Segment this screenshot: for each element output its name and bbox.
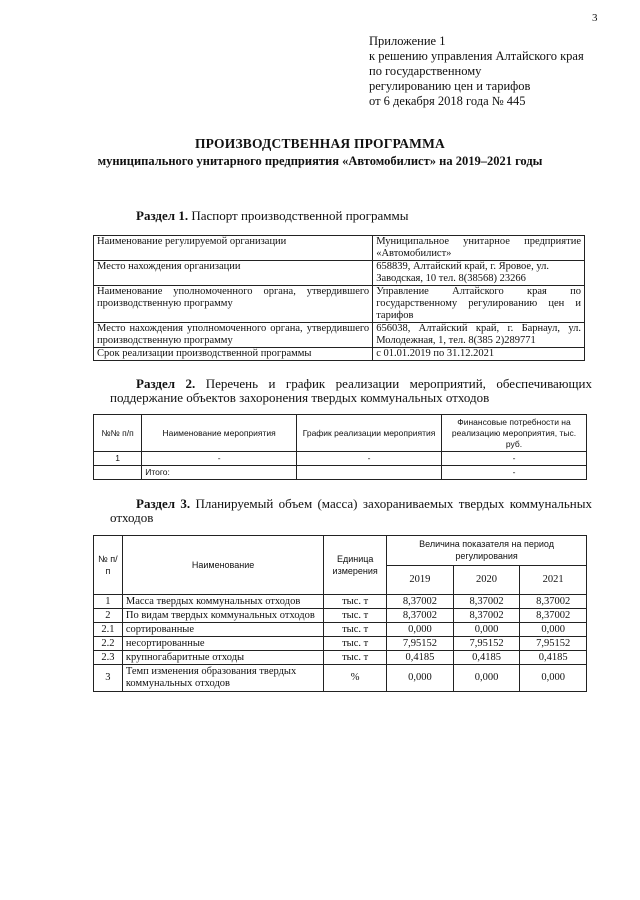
table-row xyxy=(94,261,585,286)
section2-heading xyxy=(110,377,592,405)
table-cell: Масса твердых коммунальных отходов xyxy=(122,595,323,609)
section2-title: Перечень и график реализации мероприятий, обеспечивающих поддержание объектов захоронения твердых коммунальных отходов xyxy=(110,376,592,405)
title-line-2: муниципального унитарного предприятия «Автомобилист» на 2019–2021 годы xyxy=(97,154,543,168)
table-cell xyxy=(297,466,442,480)
table-cell: 1 xyxy=(94,595,123,609)
appendix-line: к решению управления Алтайского края xyxy=(369,49,584,63)
table-header-cell: Величина показателя на период регулирования xyxy=(387,536,587,566)
table-row xyxy=(94,466,587,480)
table-cell: 8,37002 xyxy=(387,595,454,609)
table-cell: 0,4185 xyxy=(453,651,520,665)
table-header-cell: Финансовые потребности на реализацию мероприятия, тыс. руб. xyxy=(441,415,586,452)
table-cell: - xyxy=(441,466,586,480)
table-header-year: 2019 xyxy=(387,565,454,595)
table-cell: 0,000 xyxy=(520,623,587,637)
table-header-cell: Единица измерения xyxy=(324,536,387,595)
table-cell: 3 xyxy=(94,665,123,692)
table-cell-value: Муниципальное унитарное предприятие «Автомобилист» xyxy=(373,236,585,261)
table-cell-total: Итого: xyxy=(142,466,297,480)
table-cell: крупногабаритные отходы xyxy=(122,651,323,665)
table-row xyxy=(94,236,585,261)
table-cell: несортированные xyxy=(122,637,323,651)
table-cell: - xyxy=(142,452,297,466)
appendix-line: регулированию цен и тарифов xyxy=(369,79,531,93)
table-header-year: 2020 xyxy=(453,565,520,595)
table-cell: тыс. т xyxy=(324,651,387,665)
table-cell: 0,000 xyxy=(453,665,520,692)
table-cell: тыс. т xyxy=(324,609,387,623)
section1-number: Раздел 1. xyxy=(136,208,189,223)
measures-table xyxy=(93,414,587,480)
table-cell: По видам твердых коммунальных отходов xyxy=(122,609,323,623)
table-cell-label: Наименование регулируемой организации xyxy=(94,236,373,261)
table-cell: 8,37002 xyxy=(453,595,520,609)
table-cell: 2.2 xyxy=(94,637,123,651)
table-cell-label: Место нахождения уполномоченного органа, утвердившего производственную программу xyxy=(94,323,373,348)
table-cell: 2.1 xyxy=(94,623,123,637)
table-row xyxy=(94,286,585,323)
table-cell: тыс. т xyxy=(324,623,387,637)
table-cell: Темп изменения образования твердых коммунальных отходов xyxy=(122,665,323,692)
title-line-1: ПРОИЗВОДСТВЕННАЯ ПРОГРАММА xyxy=(194,136,445,151)
table-cell: 8,37002 xyxy=(387,609,454,623)
table-row xyxy=(94,452,587,466)
table-row xyxy=(94,637,587,651)
table-cell-label: Место нахождения организации xyxy=(94,261,373,286)
table-cell: - xyxy=(441,452,586,466)
table-cell: 7,95152 xyxy=(520,637,587,651)
table-cell: тыс. т xyxy=(324,637,387,651)
section3-number: Раздел 3. xyxy=(136,496,191,511)
appendix-line: Приложение 1 xyxy=(369,34,446,48)
table-row xyxy=(94,609,587,623)
table-row xyxy=(94,651,587,665)
appendix-header xyxy=(369,34,584,109)
table-row xyxy=(94,348,585,361)
table-cell: 0,4185 xyxy=(387,651,454,665)
section1-title: Паспорт производственной программы xyxy=(188,208,409,223)
table-cell: 2.3 xyxy=(94,651,123,665)
section1-heading xyxy=(136,208,408,224)
table-cell: 8,37002 xyxy=(453,609,520,623)
table-header-year: 2021 xyxy=(520,565,587,595)
section2-number: Раздел 2. xyxy=(136,376,196,391)
table-header-cell: №№ п/п xyxy=(94,415,142,452)
table-cell-value: 656038, Алтайский край, г. Барнаул, ул. Молодежная, 1, тел. 8(385 2)289771 xyxy=(373,323,585,348)
table-header-cell: Наименование xyxy=(122,536,323,595)
table-cell: сортированные xyxy=(122,623,323,637)
table-cell: 0,000 xyxy=(520,665,587,692)
table-cell: 0,000 xyxy=(387,623,454,637)
table-cell: 2 xyxy=(94,609,123,623)
passport-table xyxy=(93,235,585,361)
table-cell: % xyxy=(324,665,387,692)
table-row xyxy=(94,323,585,348)
table-header-cell: № п/п xyxy=(94,536,123,595)
table-header-row xyxy=(94,415,587,452)
appendix-line: по государственному xyxy=(369,64,482,78)
table-cell: - xyxy=(297,452,442,466)
table-cell xyxy=(94,466,142,480)
table-cell: 0,4185 xyxy=(520,651,587,665)
table-row xyxy=(94,623,587,637)
table-header-cell: Наименование мероприятия xyxy=(142,415,297,452)
table-header-row xyxy=(94,536,587,566)
table-cell-value: с 01.01.2019 по 31.12.2021 xyxy=(373,348,585,361)
table-cell: 7,95152 xyxy=(387,637,454,651)
table-cell: 7,95152 xyxy=(453,637,520,651)
table-cell-value: 658839, Алтайский край, г. Яровое, ул. Заводская, 10 тел. 8(38568) 23266 xyxy=(373,261,585,286)
page-number: 3 xyxy=(592,12,598,24)
table-row xyxy=(94,665,587,692)
table-cell-label: Наименование уполномоченного органа, утвердившего производственную программу xyxy=(94,286,373,323)
section3-title: Планируемый объем (масса) захораниваемых твердых коммунальных отходов xyxy=(110,496,593,525)
table-cell: 1 xyxy=(94,452,142,466)
section3-heading xyxy=(110,497,592,525)
table-cell: 8,37002 xyxy=(520,595,587,609)
document-title xyxy=(0,136,640,169)
table-cell: 0,000 xyxy=(387,665,454,692)
volume-table xyxy=(93,535,587,692)
table-cell-value: Управление Алтайского края по государственному регулированию цен и тарифов xyxy=(373,286,585,323)
appendix-line: от 6 декабря 2018 года № 445 xyxy=(369,94,526,108)
table-cell: 8,37002 xyxy=(520,609,587,623)
table-cell-label: Срок реализации производственной программы xyxy=(94,348,373,361)
table-row xyxy=(94,595,587,609)
table-cell: 0,000 xyxy=(453,623,520,637)
table-header-cell: График реализации мероприятия xyxy=(297,415,442,452)
table-cell: тыс. т xyxy=(324,595,387,609)
